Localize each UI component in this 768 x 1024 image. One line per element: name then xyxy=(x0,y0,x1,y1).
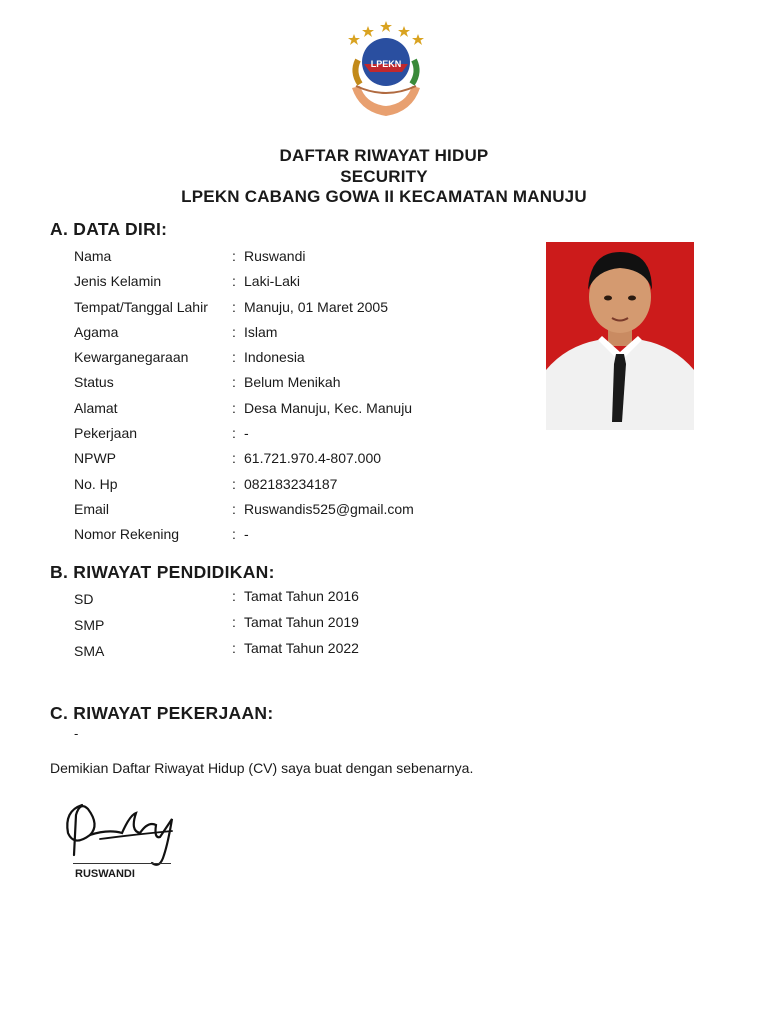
row-separator: : xyxy=(232,248,236,264)
row-value: 61.721.970.4-807.000 xyxy=(244,450,382,467)
title-line-2: SECURITY xyxy=(340,166,428,186)
row-label: Pekerjaan xyxy=(74,425,138,442)
row-label: SMP xyxy=(74,617,105,633)
signature-name: RUSWANDI xyxy=(75,868,135,880)
row-value: Tamat Tahun 2016 xyxy=(244,588,359,604)
title-line-3: LPEKN CABANG GOWA II KECAMATAN MANUJU xyxy=(181,187,587,206)
row-separator: : xyxy=(232,588,236,604)
work-history-value: - xyxy=(74,726,79,741)
row-value: - xyxy=(244,526,249,543)
lpekn-logo xyxy=(346,20,426,126)
row-label: Jenis Kelamin xyxy=(74,273,162,290)
row-separator: : xyxy=(232,475,236,492)
row-separator: : xyxy=(232,323,236,340)
profile-photo xyxy=(546,242,694,430)
section-c-heading: C. RIWAYAT PEKERJAAN: xyxy=(50,703,274,723)
row-separator: : xyxy=(232,374,236,391)
row-label: Email xyxy=(74,500,110,517)
row-separator: : xyxy=(232,450,236,467)
row-separator: : xyxy=(232,399,236,416)
row-label: Nama xyxy=(74,248,112,264)
row-label: SMA xyxy=(74,643,105,659)
row-separator: : xyxy=(232,425,236,442)
row-value: Desa Manuju, Kec. Manuju xyxy=(244,399,413,416)
row-value: Islam xyxy=(244,323,278,340)
row-label: Nomor Rekening xyxy=(74,526,180,543)
row-value: - xyxy=(244,425,249,442)
row-separator: : xyxy=(232,349,236,366)
row-separator: : xyxy=(232,298,236,315)
row-value: Tamat Tahun 2019 xyxy=(244,614,359,630)
row-label: Status xyxy=(74,374,114,391)
signature-line xyxy=(73,863,171,864)
document-title xyxy=(0,146,768,208)
row-separator: : xyxy=(232,640,236,656)
row-separator: : xyxy=(232,500,236,517)
row-separator: : xyxy=(232,273,236,290)
row-label: Alamat xyxy=(74,399,118,416)
closing-statement: Demikian Daftar Riwayat Hidup (CV) saya buat dengan sebenarnya. xyxy=(50,760,474,776)
row-value: Belum Menikah xyxy=(244,374,341,391)
logo-text: LPEKN xyxy=(370,59,402,69)
section-a-heading: A. DATA DIRI: xyxy=(50,219,168,239)
section-b-heading: B. RIWAYAT PENDIDIKAN: xyxy=(50,562,275,582)
row-separator: : xyxy=(232,526,236,543)
row-value: Manuju, 01 Maret 2005 xyxy=(244,298,388,315)
row-label: Kewarganegaraan xyxy=(74,349,189,366)
row-value: 082183234187 xyxy=(244,475,338,492)
row-value: Indonesia xyxy=(244,349,305,366)
row-value: Laki-Laki xyxy=(244,273,301,290)
row-value: Tamat Tahun 2022 xyxy=(244,640,359,656)
row-value: Ruswandis525@gmail.com xyxy=(244,500,414,517)
row-separator: : xyxy=(232,614,236,630)
row-label: NPWP xyxy=(74,450,116,467)
row-label: SD xyxy=(74,591,94,607)
row-label: No. Hp xyxy=(74,475,118,492)
row-label: Agama xyxy=(74,323,119,340)
row-value: Ruswandi xyxy=(244,248,306,264)
title-line-1: DAFTAR RIWAYAT HIDUP xyxy=(279,146,489,165)
row-label: Tempat/Tanggal Lahir xyxy=(74,298,208,315)
